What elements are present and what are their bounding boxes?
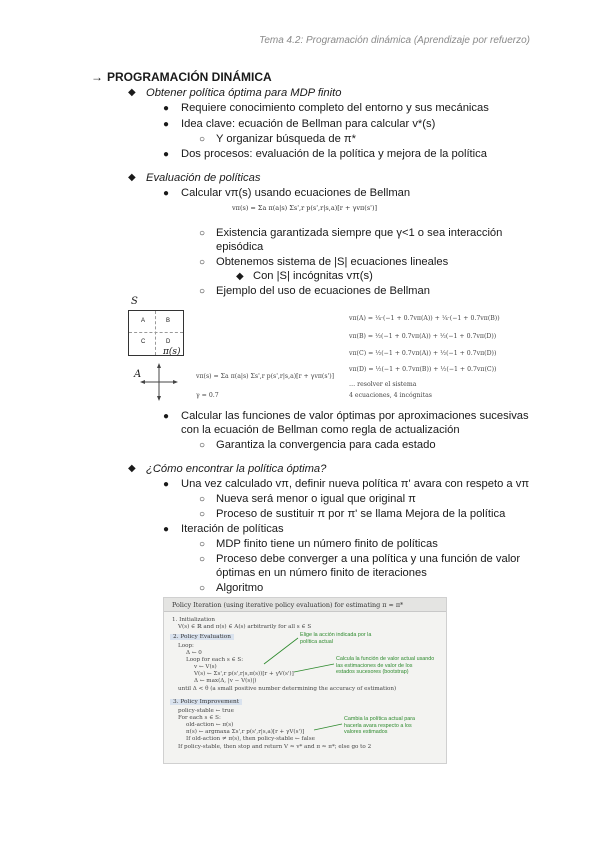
example-equation-a: vπ(A) = ¼·(−1 + 0.7vπ(A)) + ¼·(−1 + 0.7vπ(B)) xyxy=(349,315,500,322)
diamond-icon: ◆ xyxy=(128,172,136,183)
s2-item-2a: Garantiza la convergencia para cada estado xyxy=(216,439,436,451)
policy-label: π(s) xyxy=(163,347,181,357)
section-title: PROGRAMACIÓN DINÁMICA xyxy=(107,70,272,84)
state-set-label: S xyxy=(131,296,138,307)
s2-item-1b1: Con |S| incógnitas vπ(s) xyxy=(253,270,373,282)
example-equation-b: vπ(B) = ½(−1 + 0.7vπ(A)) + ½(−1 + 0.7vπ(D)) xyxy=(349,333,497,340)
algo-line: V(s) ← Σs',r p(s',r|s,π(s))[r + γV(s')] xyxy=(194,671,294,677)
s1-item-1: Requiere conocimiento completo del entorno y sus mecánicas xyxy=(181,102,489,114)
s3-item-2a: MDP finito tiene un número finito de políticas xyxy=(216,538,438,550)
s3-item-2b: Proceso debe converger a una política y una función de valor xyxy=(216,553,521,565)
example-equation-c: vπ(C) = ½(−1 + 0.7vπ(A)) + ½(−1 + 0.7vπ(D)) xyxy=(349,350,497,357)
algo-line: Δ ← max(Δ, |v − V(s)|) xyxy=(194,678,257,684)
grid-cell-b: B xyxy=(166,318,171,324)
circle-bullet-icon: ○ xyxy=(199,257,206,268)
algo-note-1-line: Elige la acción indicada por la xyxy=(300,632,372,638)
circle-bullet-icon: ○ xyxy=(199,494,206,505)
algo-line: Loop: xyxy=(178,643,194,649)
circle-bullet-icon: ○ xyxy=(199,134,206,145)
algo-note-2-line: Calcula la función de valor actual usando xyxy=(336,656,435,662)
example-note-2: 4 ecuaciones, 4 incógnitas xyxy=(349,392,432,399)
action-set-label: A xyxy=(134,369,142,380)
s2-title: Evaluación de políticas xyxy=(146,172,261,184)
bullet-icon: ● xyxy=(163,524,170,535)
s2-item-2: Calcular las funciones de valor óptimas por aproximaciones sucesivas xyxy=(181,410,529,422)
algo-line: If policy-stable, then stop and return V ≈ v* and π ≈ π*; else go to 2 xyxy=(178,744,372,750)
circle-bullet-icon: ○ xyxy=(199,228,206,239)
circle-bullet-icon: ○ xyxy=(199,440,206,451)
s1-item-3: Dos procesos: evaluación de la política y mejora de la política xyxy=(181,148,487,160)
bullet-icon: ● xyxy=(163,149,170,160)
algo-line: old-action ← π(s) xyxy=(186,722,234,728)
s2-item-1: Calcular vπ(s) usando ecuaciones de Bellman xyxy=(181,187,411,199)
s2-item-1a: Existencia garantizada siempre que γ<1 o sea interacción xyxy=(216,227,503,239)
grid-cell-c: C xyxy=(141,339,146,345)
algo-line: If old-action ≠ π(s), then policy-stable ← false xyxy=(186,736,315,742)
algo-note-2-line: las estimaciones de valor de los xyxy=(336,662,413,669)
s3-item-2: Iteración de políticas xyxy=(181,523,284,535)
section-arrow-icon: → xyxy=(91,70,103,84)
s2-item-2-cont: con la ecuación de Bellman como regla de actualización xyxy=(181,424,460,436)
s1-item-2: Idea clave: ecuación de Bellman para calcular v*(s) xyxy=(181,118,436,130)
s3-title: ¿Cómo encontrar la política óptima? xyxy=(146,463,327,475)
bullet-icon: ● xyxy=(163,479,170,490)
s2-item-1c: Ejemplo del uso de ecuaciones de Bellman xyxy=(216,285,430,297)
s2-item-1a-cont: episódica xyxy=(216,241,264,253)
algo-line: policy-stable ← true xyxy=(178,708,234,714)
algo-line: Δ ← 0 xyxy=(186,650,202,656)
s3-item-1b: Proceso de sustituir π por π' se llama Mejora de la política xyxy=(216,508,506,520)
algo-note-3-line: valores estimados xyxy=(344,729,388,736)
annotation-arrows xyxy=(164,598,446,763)
algo-note-1-line: política actual xyxy=(300,638,333,645)
algo-line: V(s) ∈ ℝ and π(s) ∈ A(s) arbitrarily for all s ∈ S xyxy=(178,624,312,630)
example-note: … resolver el sistema xyxy=(349,381,417,388)
algo-section-evaluation: 2. Policy Evaluation xyxy=(170,634,234,640)
s3-item-2c: Algoritmo xyxy=(216,582,264,594)
algo-note-3-line: hacerla avara respecto a los xyxy=(344,722,412,729)
circle-bullet-icon: ○ xyxy=(199,539,206,550)
s2-item-1b: Obtenemos sistema de |S| ecuaciones lineales xyxy=(216,256,449,268)
s3-item-2b-cont: óptimas en un número finito de iteraciones xyxy=(216,567,427,579)
algo-line: Loop for each s ∈ S: xyxy=(186,657,244,663)
algo-line: For each s ∈ S: xyxy=(178,715,221,721)
algo-line: π(s) ← argmaxa Σs',r p(s',r|s,a)[r + γV(s')] xyxy=(186,729,305,735)
policy-iteration-algorithm xyxy=(163,597,447,764)
bullet-icon: ● xyxy=(163,411,170,422)
diamond-icon: ◆ xyxy=(236,271,244,282)
circle-bullet-icon: ○ xyxy=(199,554,206,565)
s1-title: Obtener política óptima para MDP finito xyxy=(146,87,342,99)
action-arrows-icon xyxy=(136,362,182,402)
page-header: Tema 4.2: Programación dinámica (Aprendizaje por refuerzo) xyxy=(259,35,530,46)
circle-bullet-icon: ○ xyxy=(199,509,206,520)
s3-item-1a: Nueva será menor o igual que original π xyxy=(216,493,416,505)
algo-line: until Δ < θ (a small positive number determining the accuracy of estimation) xyxy=(178,686,397,692)
algo-section-improvement: 3. Policy Improvement xyxy=(170,699,242,705)
grid-cell-d: D xyxy=(166,339,171,345)
gamma-value: γ = 0.7 xyxy=(196,392,219,399)
s3-item-1: Una vez calculado vπ, definir nueva política π' avara con respeto a vπ xyxy=(181,478,530,490)
circle-bullet-icon: ○ xyxy=(199,583,206,594)
diamond-icon: ◆ xyxy=(128,463,136,474)
algo-line: v ← V(s) xyxy=(194,664,217,670)
bullet-icon: ● xyxy=(163,188,170,199)
algo-note-3-line: Cambia la política actual para xyxy=(344,716,416,722)
example-equation-d: vπ(D) = ½(−1 + 0.7vπ(B)) + ½(−1 + 0.7vπ(C)) xyxy=(349,366,497,373)
s1-item-2a: Y organizar búsqueda de π* xyxy=(216,133,356,145)
bellman-equation: vπ(s) = Σa π(a|s) Σs',r p(s',r|s,a)[r + γvπ(s')] xyxy=(232,204,378,212)
algorithm-title: Policy Iteration (using iterative policy evaluation) for estimating π ≈ π* xyxy=(164,598,446,612)
bullet-icon: ● xyxy=(163,119,170,130)
diamond-icon: ◆ xyxy=(128,87,136,98)
algo-line: 1. Initialization xyxy=(172,617,215,623)
grid-cell-a: A xyxy=(141,318,146,324)
circle-bullet-icon: ○ xyxy=(199,286,206,297)
bullet-icon: ● xyxy=(163,103,170,114)
algo-note-2-line: estados sucesores (bootstrap) xyxy=(336,669,409,676)
example-equation: vπ(s) = Σa π(a|s) Σs',r p(s',r|s,a)[r + γvπ(s')] xyxy=(196,373,335,380)
